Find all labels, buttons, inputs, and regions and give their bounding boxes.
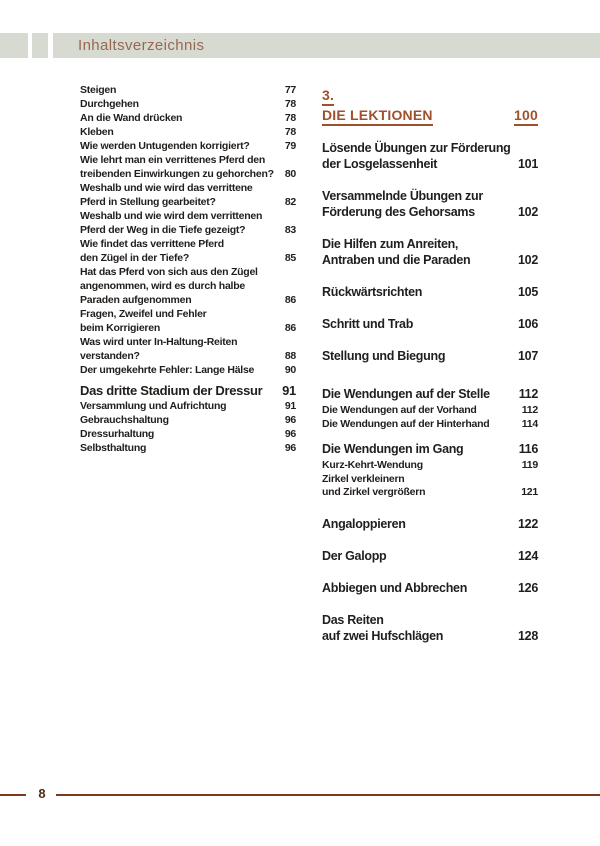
toc-entry-line	[80, 427, 296, 441]
toc-entry	[80, 237, 296, 265]
toc-entry-line	[80, 139, 296, 153]
toc-entry-title: Wie lehrt man ein verrittenes Pferd den	[80, 154, 266, 166]
toc-entry	[80, 399, 296, 413]
toc-entry-line	[80, 413, 296, 427]
toc-page-number: 107	[518, 349, 538, 363]
toc-page-number: 119	[521, 459, 538, 471]
toc-entry-line	[80, 441, 296, 455]
toc-entry	[322, 580, 538, 596]
toc-entry-line	[322, 486, 538, 500]
toc-entry-title: Pferd in Stellung gearbeitet?	[80, 196, 216, 208]
toc-entry-line	[322, 459, 538, 473]
toc-entry-line	[80, 321, 296, 335]
toc-entry-title: Abbiegen und Abbrechen	[322, 580, 468, 595]
toc-entry-title: Hat das Pferd von sich aus den Zügel	[80, 266, 258, 278]
toc-entry	[80, 181, 296, 209]
toc-page-number: 114	[521, 417, 538, 430]
toc-entry-line	[322, 386, 538, 402]
toc-entry-title: treibenden Einwirkungen zu gehorchen?	[80, 168, 274, 180]
toc-entry-title: den Zügel in der Tiefe?	[80, 252, 189, 264]
toc-entry-title: Rückwärtsrichten	[322, 285, 423, 299]
toc-entry-line	[322, 156, 538, 172]
toc-entry-title: Die Wendungen auf der Hinterhand	[322, 417, 490, 430]
toc-entry	[322, 516, 538, 532]
toc-page-number: 78	[284, 126, 296, 138]
toc-entry-title: Fragen, Zweifel und Fehler	[80, 308, 207, 320]
toc-page-number: 105	[518, 285, 538, 299]
toc-entry	[80, 363, 296, 377]
toc-entry-title: angenommen, wird es durch halbe	[80, 280, 245, 292]
toc-page-number: 77	[284, 84, 296, 96]
toc-entry-line	[80, 167, 296, 181]
toc-entry-line	[80, 307, 296, 321]
toc-entry	[80, 97, 296, 111]
toc-entry-title: Der umgekehrte Fehler: Lange Hälse	[80, 364, 255, 376]
chapter-heading	[322, 86, 538, 126]
toc-entry-line	[322, 548, 538, 564]
toc-entry-title: und Zirkel vergrößern	[322, 486, 426, 498]
toc-page-number: 102	[518, 205, 538, 219]
toc-entry-line	[80, 125, 296, 139]
toc-entry-line	[80, 363, 296, 377]
toc-entry-line	[80, 111, 296, 125]
chapter-title-line	[322, 106, 538, 126]
toc-entry-line	[80, 399, 296, 413]
toc-entry-line	[80, 153, 296, 167]
footer-rule-left	[0, 794, 26, 796]
toc-entry-title: Die Wendungen auf der Stelle	[322, 387, 490, 401]
toc-entry-line	[322, 628, 538, 644]
toc-entry-title: Antraben und die Paraden	[322, 253, 471, 267]
toc-entry-line	[322, 140, 538, 156]
toc-entry-line	[80, 83, 296, 97]
toc-entry-title: Wie findet das verrittene Pferd	[80, 238, 224, 250]
toc-page-number: 78	[284, 112, 296, 124]
toc-page-number: 83	[284, 224, 296, 236]
toc-page-number: 80	[284, 168, 296, 180]
toc-entry-line	[322, 252, 538, 268]
toc-page-number: 126	[518, 580, 538, 595]
toc-entry	[322, 418, 538, 432]
toc-entry-title: Das Reiten	[322, 612, 384, 627]
toc-entry-line	[80, 279, 296, 293]
toc-entry-title: Durchgehen	[80, 98, 139, 110]
chapter-entry-list	[322, 140, 538, 644]
toc-entry-line	[322, 188, 538, 204]
toc-page-number: 122	[518, 516, 538, 531]
toc-entry-line	[80, 382, 296, 399]
toc-entry	[322, 348, 538, 364]
toc-page-number: 106	[518, 317, 538, 331]
toc-page-number: 112	[518, 387, 538, 401]
chapter-title: DIE LEKTIONEN	[322, 106, 433, 126]
toc-entry-title: Schritt und Trab	[322, 317, 414, 331]
toc-entry-line	[80, 223, 296, 237]
toc-entry-title: Paraden aufgenommen	[80, 294, 192, 306]
toc-page-number: 82	[284, 196, 296, 208]
toc-entry-title: Versammlung und Aufrichtung	[80, 400, 227, 412]
toc-entry-line	[322, 418, 538, 432]
toc-page-number: 86	[284, 322, 296, 334]
page-title: Inhaltsverzeichnis	[78, 37, 205, 54]
toc-entry	[80, 413, 296, 427]
toc-entry-title: Zirkel verkleinern	[322, 472, 405, 485]
toc-entry-line	[322, 348, 538, 364]
toc-page-number: 91	[282, 383, 296, 398]
toc-entry-line	[80, 335, 296, 349]
toc-entry-title: Pferd der Weg in die Tiefe gezeigt?	[80, 224, 246, 236]
toc-entry-title: Dressurhaltung	[80, 428, 155, 440]
toc-entry-title: beim Korrigieren	[80, 322, 161, 334]
toc-page-number: 124	[518, 548, 538, 563]
toc-entry	[322, 548, 538, 564]
toc-entry-title: Was wird unter In-Haltung-Reiten	[80, 336, 238, 348]
toc-entry-line	[80, 251, 296, 265]
toc-entry	[322, 473, 538, 500]
toc-entry-title: Versammelnde Übungen zur	[322, 189, 483, 203]
chapter-number: 3.	[322, 86, 334, 106]
chapter-number-line	[322, 86, 538, 106]
toc-entry	[80, 427, 296, 441]
toc-entry-title: Kurz-Kehrt-Wendung	[322, 459, 423, 471]
toc-entry-line	[322, 473, 538, 487]
toc-entry	[80, 307, 296, 335]
toc-entry	[80, 382, 296, 399]
toc-entry-title: Die Hilfen zum Anreiten,	[322, 237, 459, 251]
toc-entry	[322, 284, 538, 300]
toc-entry	[322, 404, 538, 418]
toc-entry-title: Selbsthaltung	[80, 442, 147, 454]
toc-entry	[322, 612, 538, 644]
toc-entry-title: Die Wendungen auf der Vorhand	[322, 404, 477, 416]
toc-entry-line	[322, 204, 538, 220]
toc-entry-line	[322, 441, 538, 457]
toc-entry-title: Gebrauchshaltung	[80, 414, 169, 426]
toc-entry-line	[80, 349, 296, 363]
toc-entry	[80, 153, 296, 181]
toc-entry-title: Förderung des Gehorsams	[322, 205, 475, 219]
toc-entry	[80, 265, 296, 307]
toc-page-number: 96	[284, 442, 296, 454]
toc-entry-title: auf zwei Hufschlägen	[322, 628, 444, 643]
toc-entry-line	[322, 236, 538, 252]
toc-entry	[322, 140, 538, 172]
toc-entry-line	[80, 97, 296, 111]
toc-entry	[322, 316, 538, 332]
toc-entry-title: Weshalb und wie wird dem verrittenen	[80, 210, 263, 222]
chapter-page-number: 100	[514, 106, 538, 126]
toc-entry-title: Die Wendungen im Gang	[322, 442, 464, 456]
toc-entry	[80, 335, 296, 363]
toc-entry-title: Stellung und Biegung	[322, 349, 446, 363]
toc-entry-title: Das dritte Stadium der Dressur	[80, 383, 263, 398]
toc-entry	[80, 83, 296, 97]
toc-entry	[322, 236, 538, 268]
header-band-square	[32, 33, 48, 58]
toc-page-number: 79	[284, 140, 296, 152]
toc-entry-line	[80, 181, 296, 195]
toc-entry	[80, 125, 296, 139]
toc-entry-title: Der Galopp	[322, 548, 387, 563]
toc-entry-line	[80, 195, 296, 209]
toc-entry-line	[80, 293, 296, 307]
toc-entry-title: Angaloppieren	[322, 516, 406, 531]
toc-entry-line	[322, 316, 538, 332]
toc-entry-title: Kleben	[80, 126, 114, 138]
toc-page-number: 101	[518, 157, 538, 171]
toc-page-number: 85	[284, 252, 296, 264]
toc-page-number: 88	[284, 350, 296, 362]
toc-entry-line	[80, 237, 296, 251]
toc-entry	[322, 188, 538, 220]
toc-page-number: 78	[284, 98, 296, 110]
toc-page-number: 90	[284, 364, 296, 376]
toc-entry-line	[322, 516, 538, 532]
toc-page-number: 86	[284, 294, 296, 306]
toc-right-column	[322, 86, 538, 644]
toc-entry-title: der Losgelassenheit	[322, 157, 438, 171]
toc-page-number: 96	[284, 414, 296, 426]
toc-entry-title: An die Wand drücken	[80, 112, 183, 124]
toc-entry-line	[322, 404, 538, 418]
toc-entry	[80, 139, 296, 153]
toc-entry-title: verstanden?	[80, 350, 140, 362]
toc-page-number: 102	[518, 253, 538, 267]
toc-entry-line	[322, 612, 538, 628]
toc-entry-line	[322, 580, 538, 596]
toc-entry-title: Steigen	[80, 84, 117, 96]
toc-entry	[80, 441, 296, 455]
toc-entry	[322, 386, 538, 402]
toc-entry-title: Lösende Übungen zur Förderung	[322, 141, 511, 155]
toc-page-number: 91	[284, 400, 296, 412]
toc-left-column	[80, 83, 296, 455]
toc-entry	[80, 209, 296, 237]
toc-entry-title: Weshalb und wie wird das verrittene	[80, 182, 253, 194]
toc-entry-line	[80, 209, 296, 223]
toc-entry-line	[80, 265, 296, 279]
toc-page-number: 96	[284, 428, 296, 440]
toc-page-number: 112	[521, 404, 538, 416]
toc-entry	[322, 459, 538, 473]
toc-page-number: 121	[521, 486, 538, 498]
toc-entry-title: Wie werden Untugenden korrigiert?	[80, 140, 250, 152]
footer-rule-right	[56, 794, 600, 796]
toc-entry	[80, 111, 296, 125]
header-band-segment	[0, 33, 28, 58]
folio-page-number: 8	[38, 786, 46, 801]
toc-page-number: 116	[518, 442, 538, 456]
toc-entry	[322, 441, 538, 457]
toc-entry-line	[322, 284, 538, 300]
toc-page-number: 128	[518, 628, 538, 643]
